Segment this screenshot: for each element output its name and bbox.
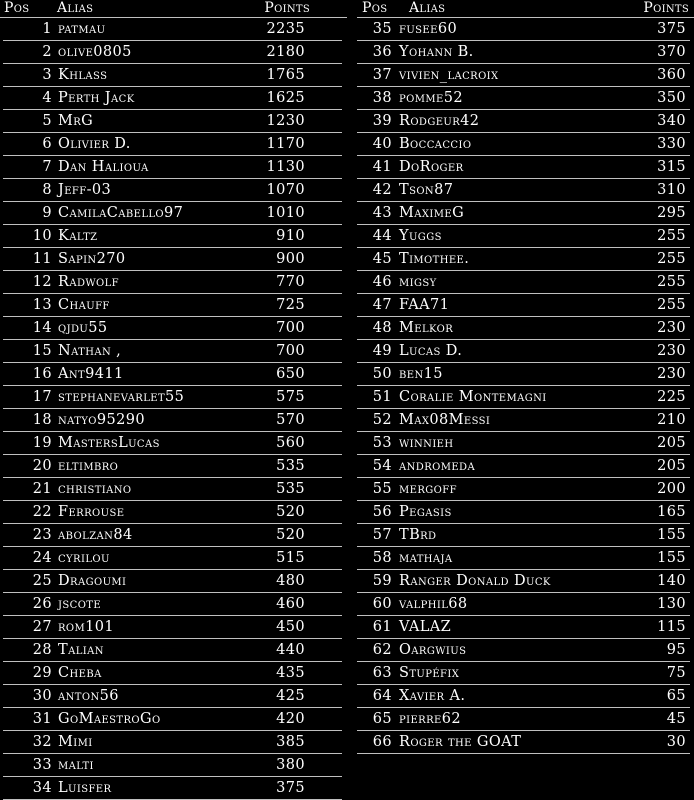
row-pos: 50 [372, 366, 392, 382]
row-alias: christiano [58, 481, 132, 497]
table-row [3, 202, 342, 225]
row-alias: Xavier A. [399, 688, 466, 704]
row-pos: 13 [32, 297, 52, 313]
table-row [3, 455, 342, 478]
row-points: 535 [276, 481, 305, 497]
row-points: 425 [276, 688, 305, 704]
row-points: 700 [276, 320, 305, 336]
table-row [3, 432, 342, 455]
row-points: 360 [657, 67, 686, 83]
row-pos: 52 [372, 412, 392, 428]
row-pos: 37 [372, 67, 392, 83]
row-alias: Jeff-03 [58, 182, 112, 198]
row-pos: 7 [42, 159, 52, 175]
row-points: 385 [276, 734, 305, 750]
row-alias: vivien_lacroix [399, 67, 499, 83]
row-alias: Coralie Montemagni [399, 389, 547, 405]
table-row [357, 501, 690, 524]
row-alias: Cheba [58, 665, 102, 681]
row-pos: 38 [372, 90, 392, 106]
row-points: 560 [276, 435, 305, 451]
table-row [357, 616, 690, 639]
row-pos: 58 [372, 550, 392, 566]
row-pos: 11 [32, 251, 52, 267]
table-row [3, 18, 342, 41]
table-row [357, 18, 690, 41]
row-alias: rom101 [58, 619, 115, 635]
row-points: 350 [657, 90, 686, 106]
header-alias: Alias [409, 0, 446, 16]
row-pos: 33 [32, 757, 52, 773]
table-row [3, 777, 342, 800]
table-row [3, 363, 342, 386]
table-row [3, 225, 342, 248]
row-points: 310 [657, 182, 686, 198]
row-pos: 53 [372, 435, 392, 451]
row-alias: Mimi [58, 734, 93, 750]
row-pos: 60 [372, 596, 392, 612]
table-row [3, 731, 342, 754]
row-alias: winnieh [399, 435, 454, 451]
row-points: 575 [276, 389, 305, 405]
row-alias: anton56 [58, 688, 119, 704]
row-points: 460 [276, 596, 305, 612]
row-alias: DoRoger [399, 159, 464, 175]
row-points: 1010 [266, 205, 305, 221]
row-points: 95 [666, 642, 686, 658]
table-row [357, 340, 690, 363]
leaderboard-column-right [357, 0, 694, 754]
column-header [0, 0, 347, 17]
table-row [357, 110, 690, 133]
row-alias: Nathan , [58, 343, 122, 359]
row-alias: mergoff [399, 481, 457, 497]
table-row [3, 754, 342, 777]
row-alias: malti [58, 757, 94, 773]
row-alias: Dragoumi [58, 573, 127, 589]
row-alias: FAA71 [399, 297, 450, 313]
table-row [357, 179, 690, 202]
row-points: 650 [276, 366, 305, 382]
row-alias: Ferrouse [58, 504, 125, 520]
row-points: 230 [657, 366, 686, 382]
row-points: 230 [657, 343, 686, 359]
row-alias: Talian [58, 642, 104, 658]
row-alias: cyrilou [58, 550, 110, 566]
row-alias: olive0805 [58, 44, 132, 60]
row-pos: 62 [372, 642, 392, 658]
row-alias: Roger the GOAT [399, 734, 522, 750]
row-pos: 44 [372, 228, 392, 244]
row-pos: 23 [32, 527, 52, 543]
row-alias: Oargwius [399, 642, 467, 658]
rows-left [0, 17, 347, 800]
row-alias: Timothee. [399, 251, 470, 267]
row-points: 200 [657, 481, 686, 497]
row-alias: Lucas D. [399, 343, 463, 359]
row-alias: qjdu55 [58, 320, 108, 336]
table-row [357, 225, 690, 248]
table-row [357, 294, 690, 317]
table-row [3, 317, 342, 340]
row-points: 1170 [266, 136, 305, 152]
row-points: 210 [657, 412, 686, 428]
table-row [357, 593, 690, 616]
row-pos: 18 [32, 412, 52, 428]
row-pos: 26 [32, 596, 52, 612]
row-pos: 21 [32, 481, 52, 497]
row-points: 205 [657, 435, 686, 451]
table-row [357, 202, 690, 225]
row-pos: 34 [32, 780, 52, 796]
row-points: 770 [276, 274, 305, 290]
row-alias: Ant9411 [58, 366, 124, 382]
header-alias: Alias [57, 0, 94, 16]
table-row [3, 662, 342, 685]
table-row [357, 409, 690, 432]
row-points: 205 [657, 458, 686, 474]
row-points: 420 [276, 711, 305, 727]
row-pos: 57 [372, 527, 392, 543]
table-row [3, 386, 342, 409]
table-row [357, 64, 690, 87]
row-points: 440 [276, 642, 305, 658]
row-points: 375 [276, 780, 305, 796]
row-points: 295 [657, 205, 686, 221]
table-row [357, 87, 690, 110]
table-row [357, 432, 690, 455]
row-alias: pierre62 [399, 711, 461, 727]
row-pos: 35 [372, 21, 392, 37]
table-row [3, 133, 342, 156]
row-alias: Ranger Donald Duck [399, 573, 551, 589]
row-pos: 27 [32, 619, 52, 635]
row-alias: migsy [399, 274, 437, 290]
table-row [3, 685, 342, 708]
row-points: 255 [657, 251, 686, 267]
table-row [3, 524, 342, 547]
table-row [357, 524, 690, 547]
row-alias: Boccaccio [399, 136, 472, 152]
row-points: 330 [657, 136, 686, 152]
row-alias: Dan Halioua [58, 159, 149, 175]
row-pos: 14 [32, 320, 52, 336]
row-points: 570 [276, 412, 305, 428]
row-points: 700 [276, 343, 305, 359]
row-points: 900 [276, 251, 305, 267]
row-points: 370 [657, 44, 686, 60]
table-row [357, 547, 690, 570]
header-points: Points [264, 0, 310, 16]
row-alias: Pegasis [399, 504, 452, 520]
row-points: 255 [657, 228, 686, 244]
row-pos: 61 [372, 619, 392, 635]
row-alias: Khlass [58, 67, 108, 83]
row-points: 115 [657, 619, 686, 635]
row-alias: Yohann B. [399, 44, 474, 60]
table-row [357, 662, 690, 685]
header-pos: Pos [362, 0, 388, 16]
row-alias: stephanevarlet55 [58, 389, 185, 405]
table-row [3, 570, 342, 593]
column-header [357, 0, 694, 17]
row-points: 45 [666, 711, 686, 727]
row-alias: Luisfer [58, 780, 112, 796]
row-points: 1230 [266, 113, 305, 129]
table-row [3, 616, 342, 639]
table-row [357, 133, 690, 156]
row-points: 725 [276, 297, 305, 313]
row-points: 520 [276, 527, 305, 543]
row-pos: 5 [42, 113, 52, 129]
table-row [357, 639, 690, 662]
row-pos: 55 [372, 481, 392, 497]
row-alias: Rodgeur42 [399, 113, 480, 129]
table-row [357, 570, 690, 593]
row-pos: 66 [372, 734, 392, 750]
table-row [3, 64, 342, 87]
row-alias: Olivier D. [58, 136, 131, 152]
table-row [3, 41, 342, 64]
row-alias: MastersLucas [58, 435, 160, 451]
table-row [3, 87, 342, 110]
row-pos: 16 [32, 366, 52, 382]
table-row [357, 731, 690, 754]
row-pos: 24 [32, 550, 52, 566]
row-points: 435 [276, 665, 305, 681]
row-alias: Kaltz [58, 228, 98, 244]
row-points: 535 [276, 458, 305, 474]
row-alias: GoMaestroGo [58, 711, 161, 727]
row-points: 30 [666, 734, 686, 750]
table-row [3, 156, 342, 179]
row-pos: 56 [372, 504, 392, 520]
row-pos: 65 [372, 711, 392, 727]
row-points: 1130 [266, 159, 305, 175]
table-row [357, 271, 690, 294]
row-alias: valphil68 [399, 596, 468, 612]
table-row [357, 708, 690, 731]
row-alias: pomme52 [399, 90, 463, 106]
row-pos: 3 [42, 67, 52, 83]
row-points: 165 [657, 504, 686, 520]
row-points: 340 [657, 113, 686, 129]
row-alias: Tson87 [399, 182, 454, 198]
row-pos: 31 [32, 711, 52, 727]
row-pos: 10 [32, 228, 52, 244]
row-points: 255 [657, 274, 686, 290]
row-pos: 6 [42, 136, 52, 152]
row-pos: 22 [32, 504, 52, 520]
table-row [3, 478, 342, 501]
row-pos: 54 [372, 458, 392, 474]
row-alias: eltimbro [58, 458, 119, 474]
row-pos: 4 [42, 90, 52, 106]
table-row [357, 685, 690, 708]
row-alias: VALAZ [399, 619, 452, 635]
row-pos: 40 [372, 136, 392, 152]
row-pos: 47 [372, 297, 392, 313]
row-pos: 32 [32, 734, 52, 750]
table-row [357, 248, 690, 271]
row-points: 375 [657, 21, 686, 37]
table-row [357, 455, 690, 478]
row-points: 2235 [266, 21, 305, 37]
rows-right [357, 17, 694, 754]
row-pos: 46 [372, 274, 392, 290]
row-alias: Perth Jack [58, 90, 135, 106]
row-pos: 17 [32, 389, 52, 405]
row-alias: Sapin270 [58, 251, 126, 267]
row-points: 450 [276, 619, 305, 635]
row-pos: 28 [32, 642, 52, 658]
row-alias: Chauff [58, 297, 110, 313]
row-alias: abolzan84 [58, 527, 133, 543]
row-alias: Yuggs [399, 228, 442, 244]
row-pos: 48 [372, 320, 392, 336]
row-pos: 39 [372, 113, 392, 129]
table-row [357, 41, 690, 64]
table-row [3, 110, 342, 133]
row-alias: jscote [58, 596, 102, 612]
table-row [357, 363, 690, 386]
row-alias: MrG [58, 113, 94, 129]
row-points: 75 [666, 665, 686, 681]
row-pos: 63 [372, 665, 392, 681]
row-points: 315 [657, 159, 686, 175]
row-pos: 43 [372, 205, 392, 221]
row-pos: 20 [32, 458, 52, 474]
table-row [3, 409, 342, 432]
row-points: 230 [657, 320, 686, 336]
row-alias: Melkor [399, 320, 454, 336]
row-points: 910 [276, 228, 305, 244]
table-row [3, 639, 342, 662]
row-pos: 36 [372, 44, 392, 60]
row-pos: 45 [372, 251, 392, 267]
row-pos: 64 [372, 688, 392, 704]
row-pos: 1 [42, 21, 52, 37]
row-points: 1625 [266, 90, 305, 106]
row-points: 480 [276, 573, 305, 589]
row-pos: 41 [372, 159, 392, 175]
row-alias: MaximeG [399, 205, 465, 221]
row-alias: CamilaCabello97 [58, 205, 184, 221]
row-points: 520 [276, 504, 305, 520]
row-points: 65 [666, 688, 686, 704]
row-pos: 15 [32, 343, 52, 359]
row-points: 255 [657, 297, 686, 313]
table-row [3, 547, 342, 570]
row-pos: 29 [32, 665, 52, 681]
table-row [3, 294, 342, 317]
row-points: 1765 [266, 67, 305, 83]
row-alias: natyo95290 [58, 412, 146, 428]
row-alias: Radwolf [58, 274, 120, 290]
table-row [3, 271, 342, 294]
header-points: Points [643, 0, 689, 16]
row-alias: Max08Messi [399, 412, 491, 428]
row-alias: andromeda [399, 458, 476, 474]
row-alias: Stupéfix [399, 665, 460, 681]
table-row [3, 501, 342, 524]
row-pos: 30 [32, 688, 52, 704]
table-row [357, 156, 690, 179]
row-alias: mathaja [399, 550, 453, 566]
table-row [3, 593, 342, 616]
table-row [3, 708, 342, 731]
row-points: 155 [657, 527, 686, 543]
row-alias: patmau [58, 21, 106, 37]
row-alias: TBrd [399, 527, 437, 543]
row-pos: 8 [42, 182, 52, 198]
table-row [3, 340, 342, 363]
row-points: 140 [657, 573, 686, 589]
row-points: 515 [276, 550, 305, 566]
row-alias: ben15 [399, 366, 443, 382]
row-pos: 59 [372, 573, 392, 589]
row-pos: 12 [32, 274, 52, 290]
row-pos: 49 [372, 343, 392, 359]
table-row [3, 179, 342, 202]
row-points: 155 [657, 550, 686, 566]
row-points: 2180 [266, 44, 305, 60]
row-pos: 2 [42, 44, 52, 60]
row-alias: fusee60 [399, 21, 458, 37]
row-points: 1070 [266, 182, 305, 198]
table-row [357, 386, 690, 409]
row-pos: 9 [42, 205, 52, 221]
row-pos: 42 [372, 182, 392, 198]
table-row [357, 478, 690, 501]
header-pos: Pos [4, 0, 30, 16]
row-pos: 19 [32, 435, 52, 451]
row-points: 225 [657, 389, 686, 405]
row-points: 130 [657, 596, 686, 612]
table-row [3, 248, 342, 271]
row-points: 380 [276, 757, 305, 773]
table-row [357, 317, 690, 340]
row-pos: 51 [372, 389, 392, 405]
row-pos: 25 [32, 573, 52, 589]
